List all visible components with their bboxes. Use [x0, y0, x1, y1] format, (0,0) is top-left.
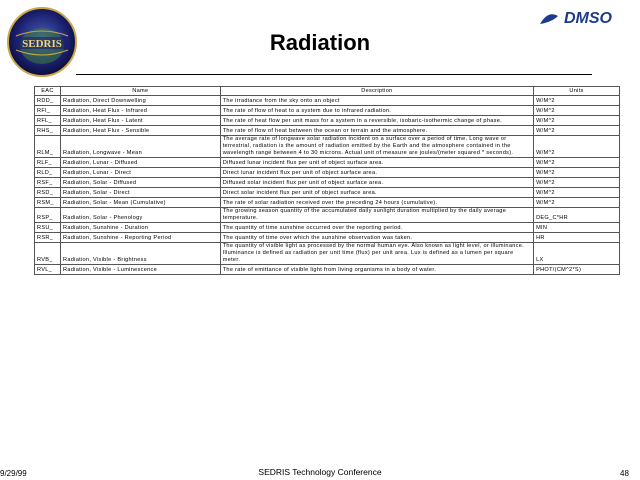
- cell-name: Radiation, Sunshine - Reporting Period: [60, 233, 220, 243]
- cell-description: The rate of emittance of visible light from living organisms in a body of water.: [220, 265, 533, 275]
- cell-units: W/M^2: [534, 136, 620, 158]
- footer-conference: SEDRIS Technology Conference: [258, 467, 382, 477]
- cell-eac: RSF_: [35, 178, 61, 188]
- cell-eac: RDD_: [35, 96, 61, 106]
- cell-units: W/M^2: [534, 198, 620, 208]
- table-header-row: [35, 87, 620, 96]
- cell-name: Radiation, Visible - Brightness: [60, 243, 220, 265]
- cell-eac: RSD_: [35, 188, 61, 198]
- cell-units: HR: [534, 233, 620, 243]
- cell-name: Radiation, Heat Flux - Sensible: [60, 126, 220, 136]
- cell-units: PHOT/(CM^2*S): [534, 265, 620, 275]
- cell-name: Radiation, Sunshine - Duration: [60, 223, 220, 233]
- table-row: [35, 106, 620, 116]
- cell-name: Radiation, Lunar - Direct: [60, 168, 220, 178]
- cell-description: The growing season quantity of the accumulated daily sunlight duration multiplied by the daily average temperature.: [220, 208, 533, 223]
- footer-date: 9/29/99: [0, 469, 27, 478]
- cell-description: The rate of solar radiation received over the preceding 24 hours (cumulative).: [220, 198, 533, 208]
- cell-units: DEG_C*HR: [534, 208, 620, 223]
- table-row: [35, 208, 620, 223]
- cell-name: Radiation, Visible - Luminescence: [60, 265, 220, 275]
- cell-units: MIN: [534, 223, 620, 233]
- table-row: [35, 126, 620, 136]
- cell-description: Direct solar incident flux per unit of object surface area.: [220, 188, 533, 198]
- cell-units: W/M^2: [534, 158, 620, 168]
- table-row: [35, 178, 620, 188]
- cell-name: Radiation, Solar - Mean (Cumulative): [60, 198, 220, 208]
- header-units: Units: [534, 87, 620, 96]
- cell-eac: RLD_: [35, 168, 61, 178]
- cell-name: Radiation, Solar - Phenology: [60, 208, 220, 223]
- cell-units: W/M^2: [534, 116, 620, 126]
- cell-description: Diffused solar incident flux per unit of object surface area.: [220, 178, 533, 188]
- cell-eac: RVL_: [35, 265, 61, 275]
- cell-eac: RSR_: [35, 233, 61, 243]
- cell-eac: RSU_: [35, 223, 61, 233]
- table-row: [35, 198, 620, 208]
- cell-eac: RFL_: [35, 116, 61, 126]
- header-name: Name: [60, 87, 220, 96]
- cell-description: The quantity of time over which the sunshine observation was taken.: [220, 233, 533, 243]
- cell-units: W/M^2: [534, 96, 620, 106]
- header-eac: EAC: [35, 87, 61, 96]
- cell-eac: RSP_: [35, 208, 61, 223]
- cell-description: The quantity of time sunshine occurred over the reporting period.: [220, 223, 533, 233]
- cell-eac: RVB_: [35, 243, 61, 265]
- table-row: [35, 168, 620, 178]
- table-row: [35, 136, 620, 158]
- cell-description: Direct lunar incident flux per unit of object surface area.: [220, 168, 533, 178]
- cell-description: The irradiance from the sky onto an object: [220, 96, 533, 106]
- table-row: [35, 158, 620, 168]
- cell-name: Radiation, Heat Flux - Latent: [60, 116, 220, 126]
- cell-units: W/M^2: [534, 168, 620, 178]
- footer-page-number: 48: [620, 469, 629, 478]
- radiation-table: [34, 86, 620, 275]
- table-row: [35, 233, 620, 243]
- cell-description: Diffused lunar incident flux per unit of object surface area.: [220, 158, 533, 168]
- cell-units: W/M^2: [534, 106, 620, 116]
- cell-eac: RHS_: [35, 126, 61, 136]
- cell-eac: RLF_: [35, 158, 61, 168]
- cell-units: W/M^2: [534, 188, 620, 198]
- table-row: [35, 223, 620, 233]
- cell-description: The rate of flow of heat to a system due to infrared radiation.: [220, 106, 533, 116]
- table-row: [35, 96, 620, 106]
- cell-description: The rate of heat flow per unit mass for a system in a reversible, isobaric-isothermic change of phase.: [220, 116, 533, 126]
- header-description: Description: [220, 87, 533, 96]
- cell-description: The quantity of visible light as processed by the normal human eye. Also known as light level, or illuminance. Illuminance is defined as radiation per unit time (flux) per unit area. Lux is defined as a lumen per square meter.: [220, 243, 533, 265]
- cell-name: Radiation, Lunar - Diffused: [60, 158, 220, 168]
- cell-eac: RSM_: [35, 198, 61, 208]
- cell-units: LX: [534, 243, 620, 265]
- cell-units: W/M^2: [534, 126, 620, 136]
- dmso-logo: [538, 6, 622, 28]
- page-title: Radiation: [269, 30, 371, 55]
- title-divider: [76, 74, 592, 75]
- cell-units: W/M^2: [534, 178, 620, 188]
- table-row: [35, 265, 620, 275]
- cell-name: Radiation, Solar - Diffused: [60, 178, 220, 188]
- cell-name: Radiation, Longwave - Mean: [60, 136, 220, 158]
- table-row: [35, 243, 620, 265]
- cell-description: The rate of flow of heat between the ocean or terrain and the atmosphere.: [220, 126, 533, 136]
- cell-name: Radiation, Solar - Direct: [60, 188, 220, 198]
- dmso-logo-text: DMSO: [564, 10, 612, 27]
- cell-name: Radiation, Direct Downwelling: [60, 96, 220, 106]
- sedris-logo-text: SEDRIS: [22, 38, 62, 50]
- cell-name: Radiation, Heat Flux - Infrared: [60, 106, 220, 116]
- cell-eac: RLM_: [35, 136, 61, 158]
- table-row: [35, 116, 620, 126]
- table-row: [35, 188, 620, 198]
- cell-eac: RFI_: [35, 106, 61, 116]
- cell-description: The average rate of longwave solar radiation incident on a surface over a period of time. Long wave or terrestrial, radiation is the amount of radiation emitted by the Earth and the atmosphere contained in the wavelength range between 4 to 30 microns. Actual unit of measure are joules/(meter squared * seconds).: [220, 136, 533, 158]
